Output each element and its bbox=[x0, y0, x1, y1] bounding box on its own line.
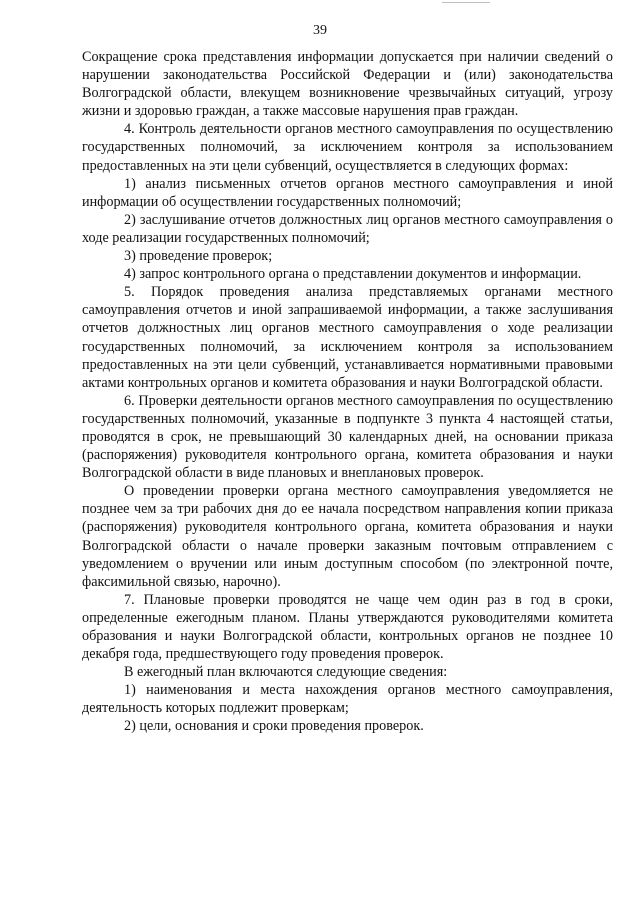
paragraph-continuation: Сокращение срока представления информации допускается при наличии сведений о нарушении законодательства Российской Федерации и (или) законодательства Волгоградской области, влекущем возникновение чрезвычайных ситуаций, угрозу жизни и здоровью граждан, а также массовые нарушения прав граждан. bbox=[82, 49, 613, 120]
document-body bbox=[82, 48, 613, 736]
paragraph-item-6: 6. Проверки деятельности органов местного самоуправления по осуществлению государственных полномочий, указанные в подпункте 3 пункта 4 настоящей статьи, проводятся в срок, не превышающий 30 календарных дней, на основании приказа (распоряжения) руководителя контрольного органа, комитета образования и науки Волгоградской области в виде плановых и внеплановых проверок. bbox=[82, 392, 613, 482]
paragraph-item-5: 5. Порядок проведения анализа представляемых органами местного самоуправления отчетов и иной запрашиваемой информации, а также заслушивания отчетов должностных лиц органов местного самоуправления о ходе реализации государственных полномочий, за исключением контроля за использованием предоставленных на эти цели субвенций, устанавливается нормативными правовыми актами контрольных органов и комитета образования и науки Волгоградской области. bbox=[82, 284, 613, 391]
paragraph-plan-item-1: 1) наименования и места нахождения органов местного самоуправления, деятельность которых подлежит проверкам; bbox=[82, 682, 613, 717]
paragraph-subitem-2: 2) заслушивание отчетов должностных лиц органов местного самоуправления о ходе реализации государственных полномочий; bbox=[82, 211, 613, 246]
paragraph-item-4: 4. Контроль деятельности органов местного самоуправления по осуществлению государственных полномочий, за исключением контроля за использованием предоставленных на эти цели субвенций, осуществляется в следующих формах: bbox=[82, 121, 613, 174]
paragraph-subitem-3: 3) проведение проверок; bbox=[124, 248, 273, 265]
paragraph-plan-item-2: 2) цели, основания и сроки проведения проверок. bbox=[124, 718, 424, 735]
page-number: 39 bbox=[313, 23, 327, 38]
paragraph-item-7: 7. Плановые проверки проводятся не чаще чем один раз в год в сроки, определенные ежегодным планом. Планы утверждаются руководителями комитета образования и науки Волгоградской области, контрольных органов не позднее 10 декабря года, предшествующего году проведения проверок. bbox=[82, 591, 613, 663]
paragraph-subitem-4: 4) запрос контрольного органа о представлении документов и информации. bbox=[124, 266, 582, 283]
scan-artifact-line bbox=[442, 2, 490, 3]
paragraph-plan-intro: В ежегодный план включаются следующие сведения: bbox=[124, 664, 448, 681]
paragraph-subitem-1: 1) анализ письменных отчетов органов местного самоуправления и иной информации об осуществлении государственных полномочий; bbox=[82, 175, 613, 210]
paragraph-notification: О проведении проверки органа местного самоуправления уведомляется не позднее чем за три рабочих дня до ее начала посредством направления копии приказа (распоряжения) руководителя контрольного органа, комитета образования и науки Волгоградской области о начале проверки заказным почтовым отправлением с уведомлением о вручении или иным доступным способом (по электронной почте, факсимильной связью, нарочно). bbox=[82, 483, 613, 590]
